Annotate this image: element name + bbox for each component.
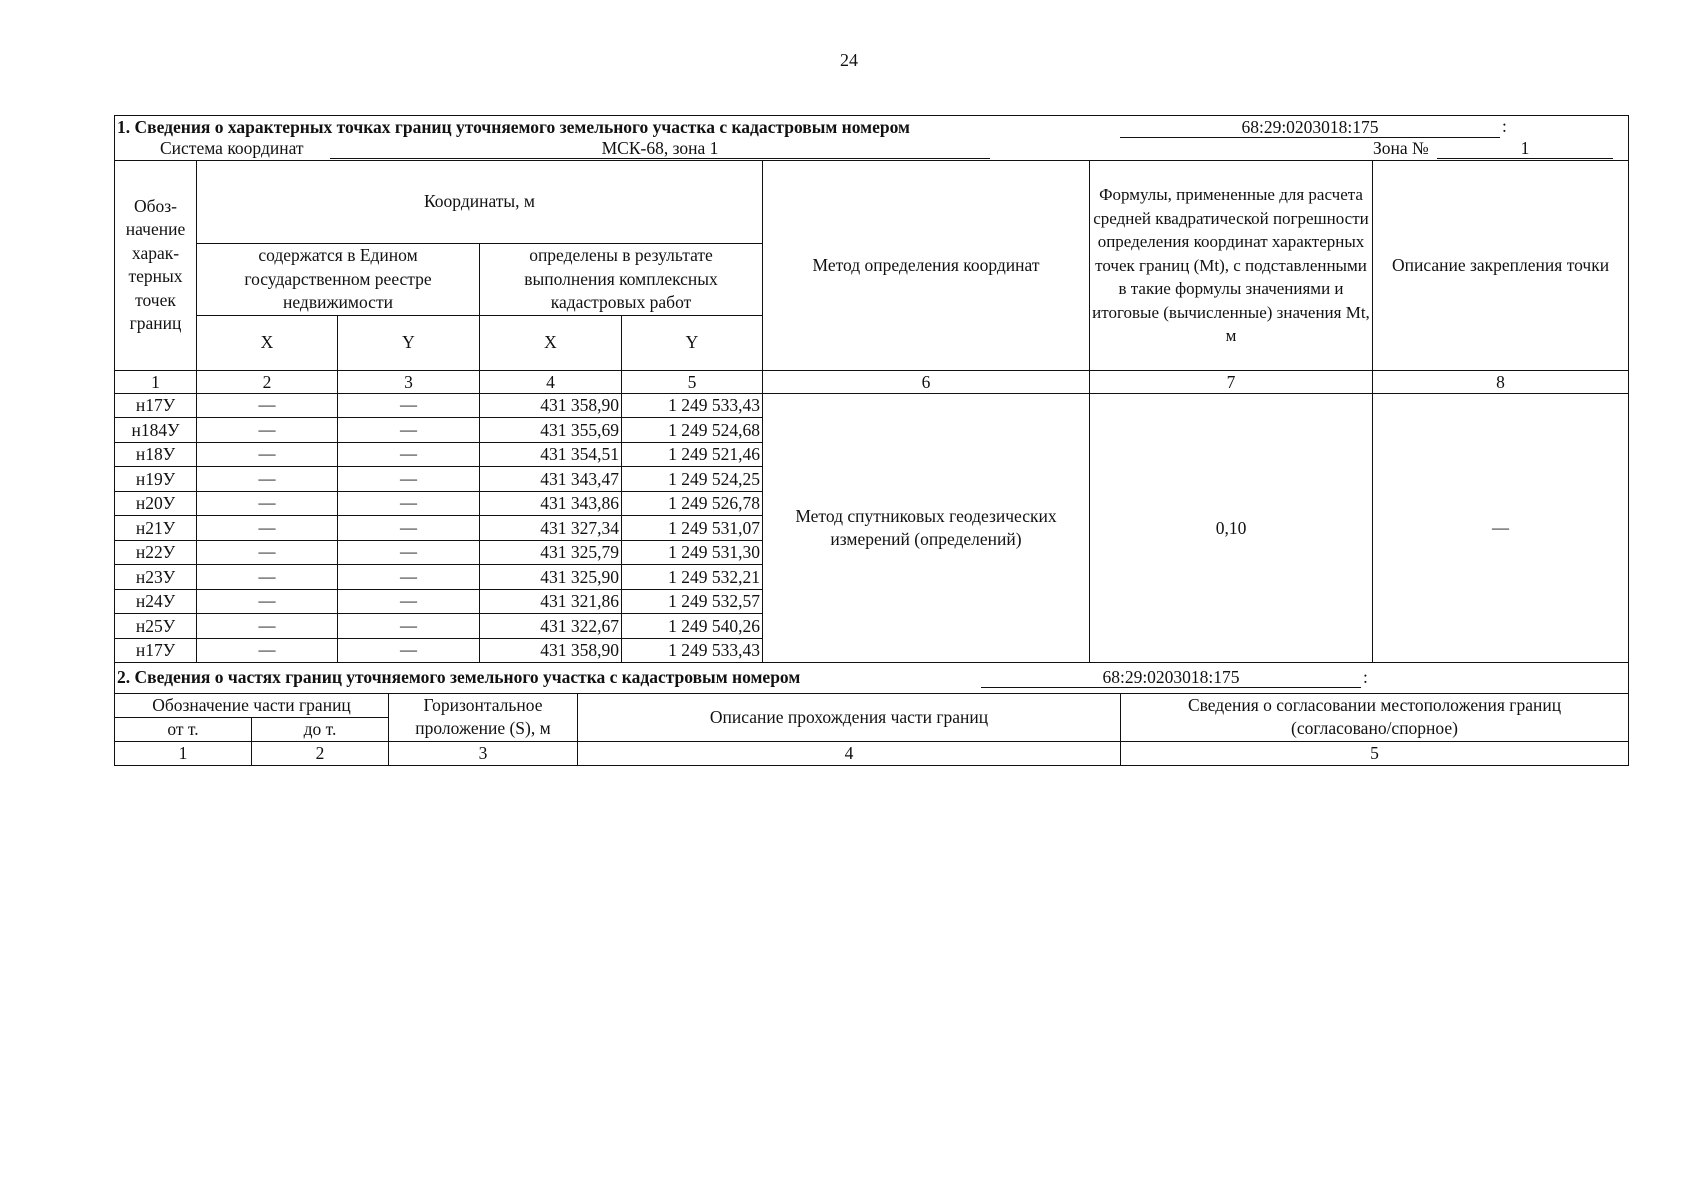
point-name: н19У: [115, 467, 197, 492]
x-egrn: —: [197, 467, 338, 492]
column-number: 1: [115, 370, 197, 393]
x-kkr: 431 322,67: [480, 614, 622, 639]
section2-cadastral-number: 68:29:0203018:175: [981, 667, 1361, 688]
section1-cadastral-number: 68:29:0203018:175: [1120, 117, 1500, 138]
point-name: н20У: [115, 491, 197, 516]
y-kkr: 1 249 531,30: [622, 540, 763, 565]
y-egrn: —: [338, 491, 480, 516]
column-number: 3: [338, 370, 480, 393]
header-y-egrn: Y: [338, 315, 480, 370]
column-number: 5: [1121, 741, 1629, 765]
section1-title-row: [115, 116, 1629, 139]
x-egrn: —: [197, 614, 338, 639]
column-number: 2: [197, 370, 338, 393]
column-number: 3: [389, 741, 578, 765]
y-egrn: —: [338, 467, 480, 492]
fixing-value: —: [1373, 393, 1629, 663]
x-kkr: 431 355,69: [480, 418, 622, 443]
column-numbers-row: [115, 370, 1629, 393]
y-kkr: 1 249 533,43: [622, 638, 763, 663]
column-number: 6: [763, 370, 1090, 393]
header-method: Метод определения координат: [763, 161, 1090, 371]
header-horizontal: Горизонтальное проложение (S), м: [389, 693, 578, 741]
zone-value: 1: [1437, 138, 1613, 159]
y-egrn: —: [338, 442, 480, 467]
method-value: Метод спутниковых геодезических измерений (определений): [763, 393, 1090, 663]
header-description: Описание прохождения части границ: [578, 693, 1121, 741]
x-kkr: 431 358,90: [480, 638, 622, 663]
column-number: 1: [115, 741, 252, 765]
point-name: н17У: [115, 393, 197, 418]
header-x-kkr: X: [480, 315, 622, 370]
column-number: 4: [578, 741, 1121, 765]
point-name: н23У: [115, 565, 197, 590]
point-name: н21У: [115, 516, 197, 541]
point-name: н22У: [115, 540, 197, 565]
section2-title: 2. Сведения о частях границ уточняемого земельного участка с кадастровым номером: [117, 667, 801, 687]
section2-colon: :: [1363, 666, 1368, 687]
y-egrn: —: [338, 589, 480, 614]
x-kkr: 431 358,90: [480, 393, 622, 418]
y-egrn: —: [338, 393, 480, 418]
y-egrn: —: [338, 638, 480, 663]
mt-value: 0,10: [1090, 393, 1373, 663]
x-kkr: 431 325,79: [480, 540, 622, 565]
x-kkr: 431 354,51: [480, 442, 622, 467]
coord-system-value: МСК-68, зона 1: [330, 138, 990, 159]
x-kkr: 431 325,90: [480, 565, 622, 590]
x-egrn: —: [197, 638, 338, 663]
x-egrn: —: [197, 589, 338, 614]
x-egrn: —: [197, 540, 338, 565]
header-kkr: определены в результате выполнения комплексных кадастровых работ: [480, 244, 763, 316]
header-to: до т.: [252, 717, 389, 741]
header-agreement: Сведения о согласовании местоположения границ (согласовано/спорное): [1121, 693, 1629, 741]
points-table: [114, 115, 1629, 663]
header-part-designation: Обозначение части границ: [115, 693, 389, 717]
column-number: 8: [1373, 370, 1629, 393]
x-egrn: —: [197, 516, 338, 541]
y-kkr: 1 249 524,68: [622, 418, 763, 443]
page-number: 24: [840, 50, 858, 70]
column-number: 5: [622, 370, 763, 393]
header-coordinates: Координаты, м: [197, 161, 763, 244]
x-kkr: 431 321,86: [480, 589, 622, 614]
column-number: 7: [1090, 370, 1373, 393]
y-kkr: 1 249 533,43: [622, 393, 763, 418]
table-row: [115, 393, 1629, 418]
point-name: н17У: [115, 638, 197, 663]
section1-title: 1. Сведения о характерных точках границ уточняемого земельного участка с кадастровым номером: [117, 116, 910, 137]
x-egrn: —: [197, 418, 338, 443]
point-name: н184У: [115, 418, 197, 443]
y-egrn: —: [338, 418, 480, 443]
x-egrn: —: [197, 393, 338, 418]
header-point-designation: Обоз-начение харак-терных точек границ: [115, 161, 197, 371]
section2-title-row: [115, 662, 1629, 693]
coord-system-label: Система координат: [160, 138, 304, 158]
y-kkr: 1 249 532,21: [622, 565, 763, 590]
column-number: 2: [252, 741, 389, 765]
y-kkr: 1 249 524,25: [622, 467, 763, 492]
section1-colon: :: [1502, 116, 1507, 136]
x-egrn: —: [197, 491, 338, 516]
column-number: 4: [480, 370, 622, 393]
y-egrn: —: [338, 565, 480, 590]
y-egrn: —: [338, 614, 480, 639]
header-from: от т.: [115, 717, 252, 741]
y-kkr: 1 249 540,26: [622, 614, 763, 639]
boundary-parts-table: [114, 662, 1629, 766]
y-kkr: 1 249 521,46: [622, 442, 763, 467]
y-kkr: 1 249 532,57: [622, 589, 763, 614]
point-name: н18У: [115, 442, 197, 467]
header-fixing: Описание закрепления точки: [1373, 161, 1629, 371]
x-egrn: —: [197, 565, 338, 590]
point-name: н25У: [115, 614, 197, 639]
document-body: [114, 115, 1628, 766]
header-x-egrn: X: [197, 315, 338, 370]
header-egrn: содержатся в Едином государственном реестре недвижимости: [197, 244, 480, 316]
zone-label: Зона №: [1373, 138, 1429, 158]
x-egrn: —: [197, 442, 338, 467]
header-formulas: Формулы, примененные для расчета средней квадратической погрешности определения координат характерных точек границ (Mt), с подставленными в такие формулы значениями и итоговые (вычисленные) значения Mt, м: [1090, 161, 1373, 371]
point-name: н24У: [115, 589, 197, 614]
x-kkr: 431 343,47: [480, 467, 622, 492]
column-numbers-row: [115, 741, 1629, 765]
y-kkr: 1 249 526,78: [622, 491, 763, 516]
x-kkr: 431 343,86: [480, 491, 622, 516]
header-y-kkr: Y: [622, 315, 763, 370]
x-kkr: 431 327,34: [480, 516, 622, 541]
y-egrn: —: [338, 540, 480, 565]
y-egrn: —: [338, 516, 480, 541]
coord-system-row: [115, 138, 1629, 161]
y-kkr: 1 249 531,07: [622, 516, 763, 541]
